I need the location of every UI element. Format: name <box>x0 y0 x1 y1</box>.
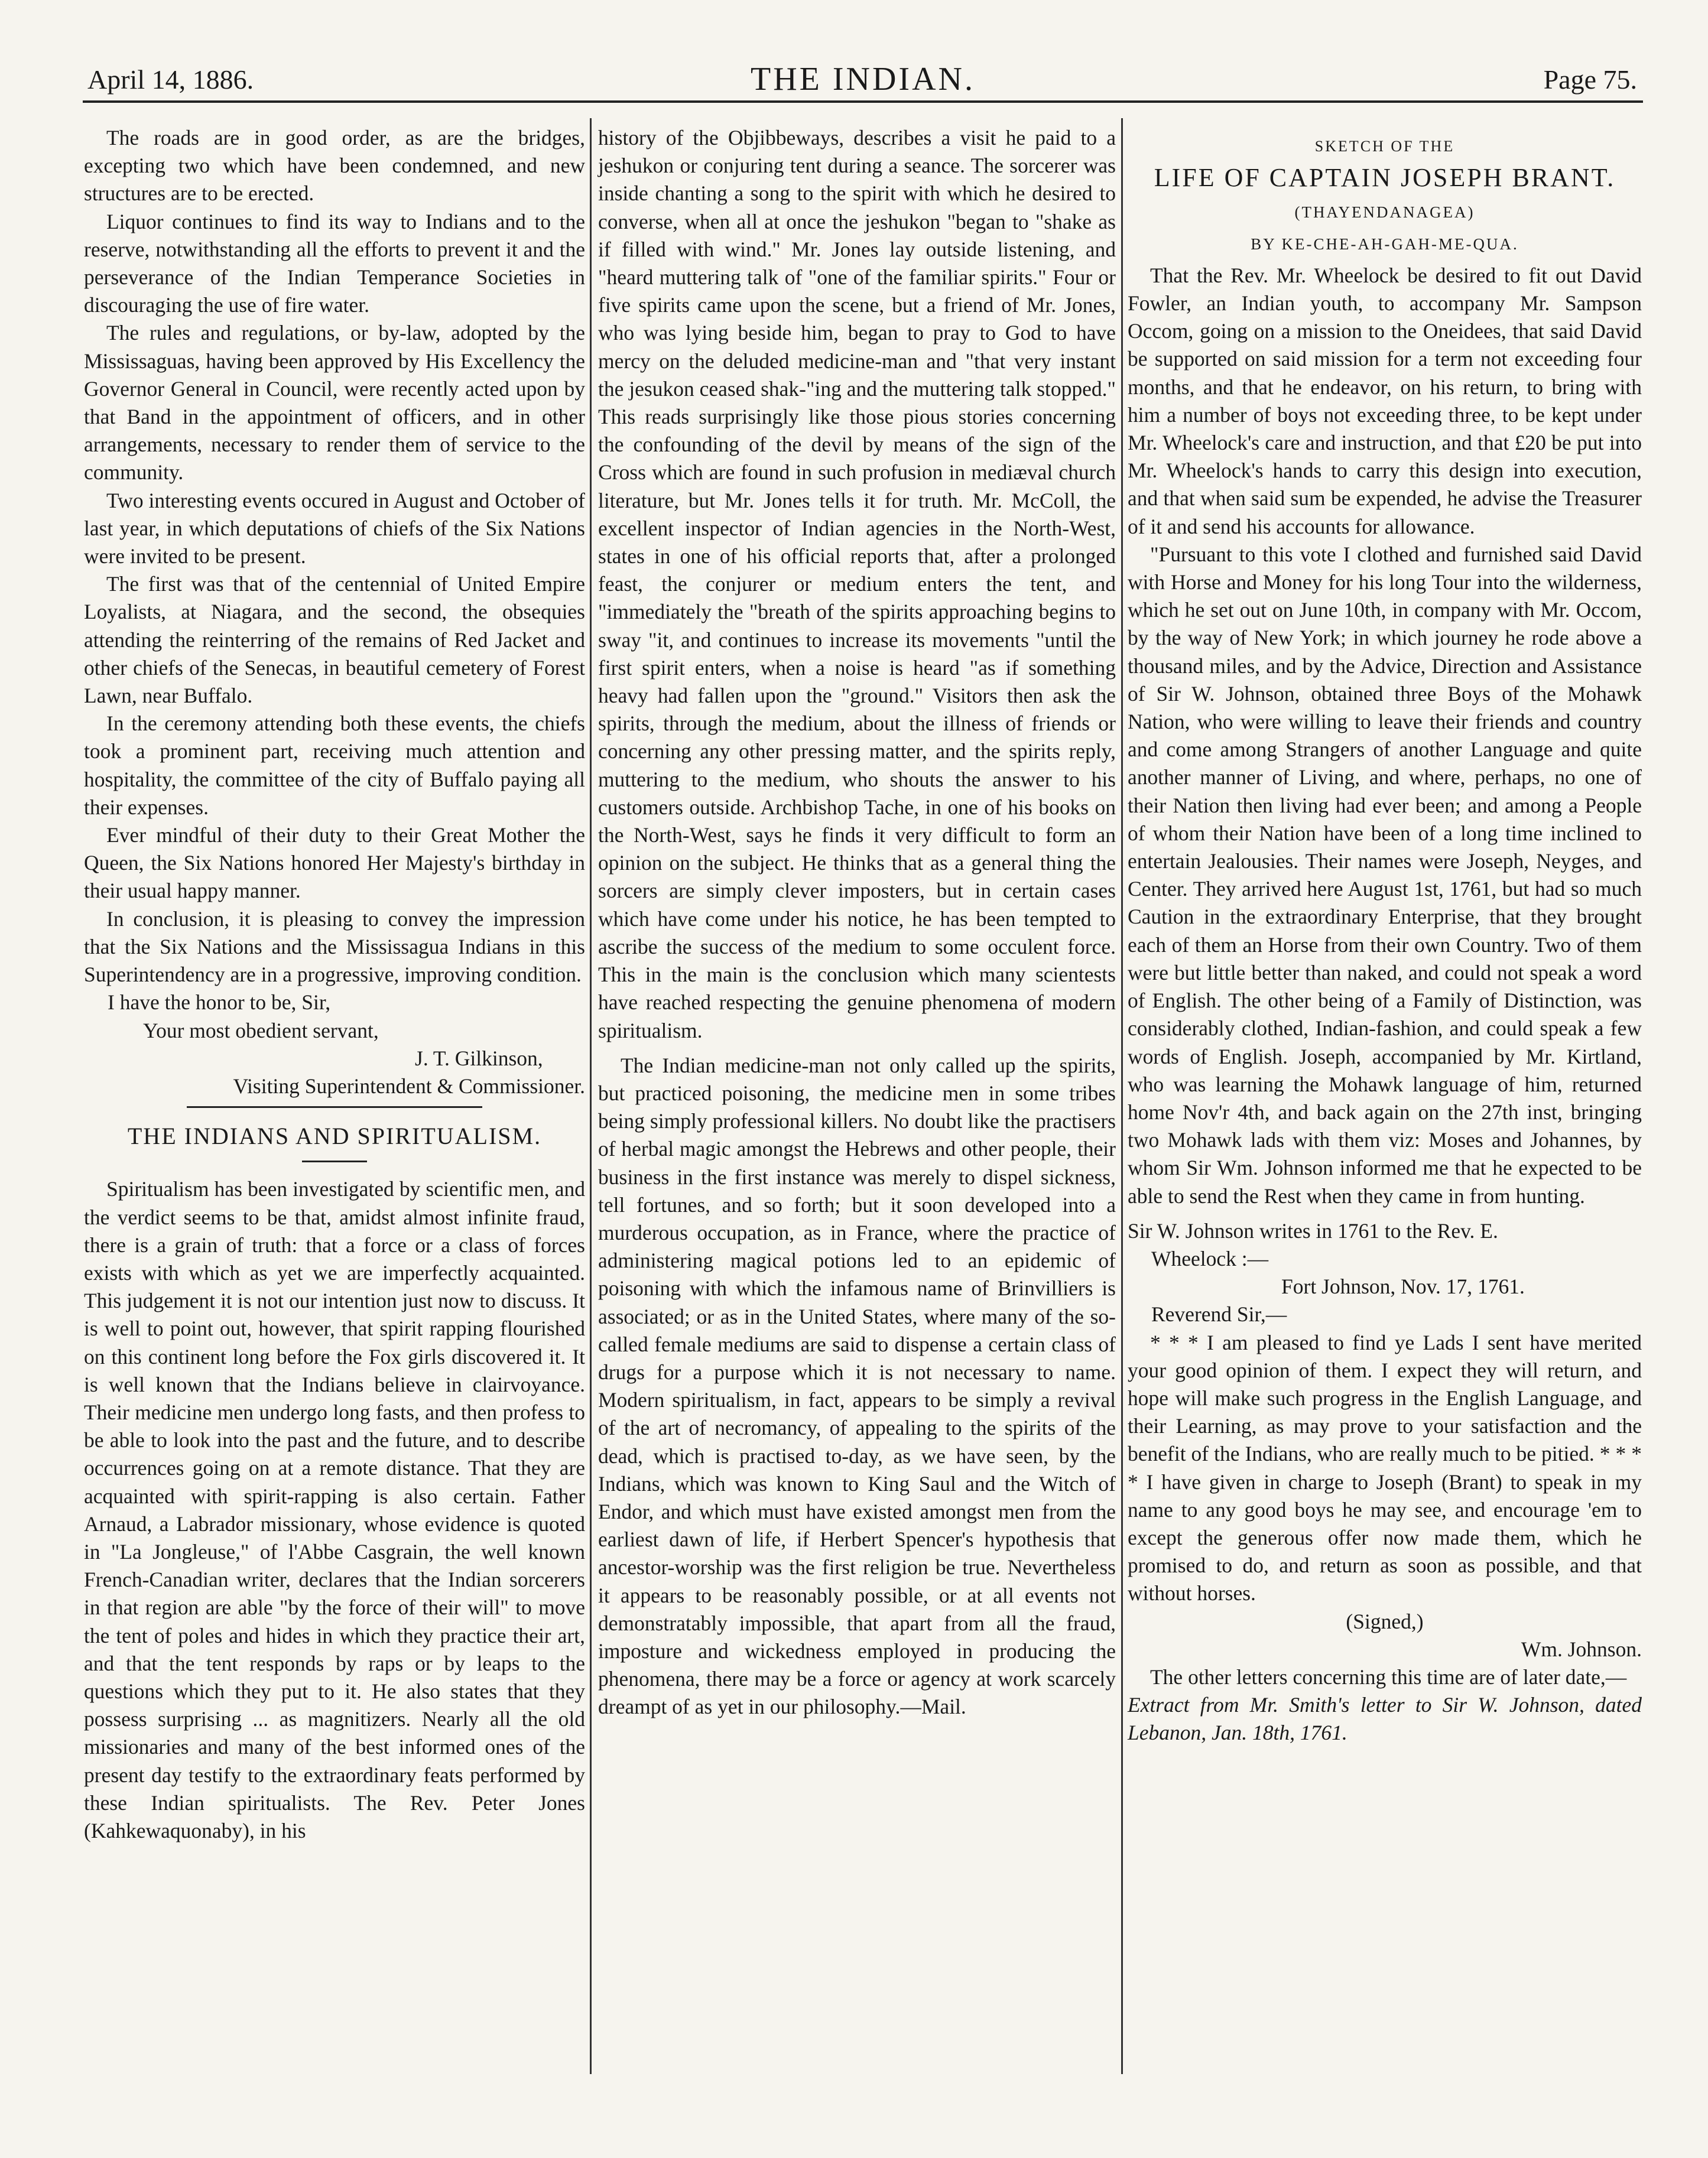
dateline: Fort Johnson, Nov. 17, 1761. <box>1281 1275 1525 1299</box>
column-1 <box>84 124 585 1845</box>
column-divider <box>1121 118 1123 2074</box>
paragraph: The Indian medicine-man not only called up the spirits, but practiced poisoning, the medicine men in some tribes being simply professional killers. No doubt like the practisers of herbal magic amongst the Hebrews and other people, their business in the first instance was merely to dispel sickness, tell fortunes, and so forth; but it soon developed into a murderous occupation, as in France, where the practice of administering magical potions led to an epidemic of poisoning with which the infamous name of Brinvilliers is associated; or as in the United States, where many of the so-called female mediums are said to dispense a certain class of drugs for a purpose which it is not necessary to name. Modern spiritualism, in fact, appears to be simply a revival of the art of necromancy, of appealing to the spirits of the dead, which is practised to-day, as we have seen, by the Indians, which was known to King Saul and the Witch of Endor, and which must have existed amongst men from the earliest dawn of life, if Herbert Spencer's hypothesis that ancestor-worship was the first religion be true. Nevertheless it appears to be reasonably possible, or at all events not demonstratably impossible, that apart from all the fraud, imposture and wickedness employed in producing the phenomena, there may be a force or agency at work scarcely dreampt of as yet in our philosophy.—Mail. <box>598 1053 1116 1719</box>
paragraph: The other letters concerning this time are of later date,— <box>1150 1665 1627 1689</box>
column-2 <box>598 124 1116 1721</box>
newspaper-title: THE INDIAN. <box>751 61 975 98</box>
article-subtitle: (THAYENDANAGEA) <box>1294 203 1475 222</box>
signature: J. T. Gilkinson, <box>415 1046 543 1070</box>
page-number: Page 75. <box>1543 64 1637 95</box>
paragraph: Two interesting events occured in August and October of last year, in which deputations of chiefs of the Six Nations were invited to be present. <box>84 488 585 568</box>
article-title: LIFE OF CAPTAIN JOSEPH BRANT. <box>1154 163 1616 193</box>
paragraph: In the ceremony attending both these events, the chiefs took a prominent part, receiving much attention and hospitality, the committee of the city of Buffalo paying all their expenses. <box>84 711 585 819</box>
paragraph: The rules and regulations, or by-law, adopted by the Mississaguas, having been approved by His Excellency the Governor General in Council, were recently acted upon by that Band in the appointment of officers, and in other arrangements, necessary to render them of service to the community. <box>84 321 585 485</box>
paragraph: The roads are in good order, as are the bridges, excepting two which have been condemned, and new structures are to be erected. <box>84 126 585 206</box>
section-rule <box>187 1106 482 1108</box>
byline: BY KE-CHE-AH-GAH-ME-QUA. <box>1251 235 1519 253</box>
paragraph: Liquor continues to find its way to Indians and to the reserve, notwithstanding all the efforts to prevent it and the perseverance of the Indian Temperance Societies in discouraging the use of fire water. <box>84 209 585 317</box>
salutation: Reverend Sir,— <box>1151 1302 1287 1327</box>
section-rule <box>302 1161 367 1162</box>
signature-title: Visiting Superintendent & Commissioner. <box>233 1074 585 1098</box>
column-divider <box>590 118 592 2074</box>
signed-label: (Signed,) <box>1346 1609 1424 1633</box>
letter-closing: Your most obedient servant, <box>143 1018 379 1042</box>
paragraph: Ever mindful of their duty to their Great Mother the Queen, the Six Nations honored Her Majesty's birthday in their usual happy manner. <box>84 823 585 903</box>
paragraph: That the Rev. Mr. Wheelock be desired to fit out David Fowler, an Indian youth, to accompany Mr. Sampson Occom, going on a mission to the Oneidees, that said David be supported on said mission for a term not exceeding four months, and that he endeavor, on his return, to bring with him a number of boys not exceeding three, to be kept under Mr. Wheelock's care and instruction, and that £20 be put into Mr. Wheelock's hands to carry this design into execution, and that when said sum be expended, he advise the Treasurer of it and send his accounts for allowance. <box>1128 263 1642 538</box>
signer: Wm. Johnson. <box>1521 1637 1642 1661</box>
issue-date: April 14, 1886. <box>87 64 254 95</box>
paragraph: In conclusion, it is pleasing to convey the impression that the Six Nations and the Mississagua Indians in this Superintendency are in a progressive, improving condition. <box>84 906 585 987</box>
article-kicker: SKETCH OF THE <box>1314 138 1455 155</box>
paragraph: Spiritualism has been investigated by scientific men, and the verdict seems to be that, amidst almost infinite fraud, there is a grain of truth: that a force or a class of forces exists with which as yet we are imperfectly acquainted. This judgement it is not our intention just now to discuss. It is well to point out, however, that spirit rapping flourished on this continent long before the Fox girls discovered it. It is well known that the Indians believe in clairvoyance. Their medicine men undergo long fasts, and then profess to be able to look into the past and the future, and to describe occurrences going on at a remote distance. That they are acquainted with spirit-rapping is also certain. Father Arnaud, a Labrador missionary, whose evidence is quoted in "La Jongleuse," of l'Abbe Casgrain, the well known French-Canadian writer, declares that the Indian sorcerers in that region are able "by the force of their will" to move the tent of poles and hides in which they practice their art, and that the tent responds by raps or by leaps to the questions which they put to it. He also states that they possess surprising ... as magnitizers. Nearly all the old missionaries and many of the best informed ones of the present day testify to the extraordinary feats performed by these Indian spiritualists. The Rev. Peter Jones (Kahkewaquonaby), in his <box>84 1177 585 1842</box>
masthead <box>83 61 1643 103</box>
letter-intro: Sir W. Johnson writes in 1761 to the Rev. E. <box>1128 1218 1498 1243</box>
paragraph: "Pursuant to this vote I clothed and furnished said David with Horse and Money for his long Tour into the wilderness, which he set out on June 10th, in company with Mr. Occom, by the way of New York; in which journey he rode above a thousand miles, and by the Advice, Direction and Assistance of Sir W. Johnson, obtained three Boys of the Mohawk Nation, who were willing to leave their friends and country and come among Strangers of another Language and quite another manner of Living, and where, perhaps, no one of their Nation then living had ever been; and among a People of whom their Nation have been of a long time inclined to entertain Jealousies. Their names were Joseph, Neyges, and Center. They arrived here August 1st, 1761, but had so much Caution in the extraordinary Enterprise, that they brought each of them an Horse from their own Country. Two of them were but little better than naked, and could not speak a word of English. The other being of a Family of Distinction, was considerably clothed, Indian-fashion, and could speak a few words of English. Joseph, accompanied by Mr. Kirtland, who was learning the Mohawk language of him, returned home Nov'r 4th, and back again on the 27th inst, bringing two Mohawk lads with them viz: Moses and Johannes, by whom Sir Wm. Johnson informed me that he expected to be able to send the Rest when they came in from hunting. <box>1128 542 1642 1208</box>
letter-closing: I have the honor to be, Sir, <box>108 990 331 1015</box>
paragraph: The first was that of the centennial of United Empire Loyalists, at Niagara, and the second, the obsequies attending the reinterring of the remains of Red Jacket and other chiefs of the Senecas, in beautiful cemetery of Forest Lawn, near Buffalo. <box>84 572 585 708</box>
article-title: THE INDIANS AND SPIRITUALISM. <box>127 1123 542 1150</box>
paragraph: history of the Objibbeways, describes a visit he paid to a jeshukon or conjuring tent during a seance. The sorcerer was inside chanting a song to the spirit with which he desired to converse, when all at once the jeshukon "began to "shake as if filled with wind." Mr. Jones lay outside listening, and "heard muttering talk of "one of the familiar spirits." Four or five spirits came upon the scene, but a friend of Mr. Jones, who was lying beside him, began to pray to God to have mercy on the deluded medicine-man and "that very instant the jesukon ceased shak-"ing and the muttering talk stopped." This reads surprisingly like those pious stories concerning the confounding of the devil by means of the sign of the Cross which are found in such profusion in mediæval church literature, but Mr. Jones tells it for truth. Mr. McColl, the excellent inspector of Indian agencies in the North-West, states in one of his official reports that, after a prolonged feast, the conjurer or medium enters the tent, and "immediately the "breath of the spirits approaching begins to sway "it, and continues to increase its movements "until the first spirit enters, when a noise is heard "as if something heavy had fallen upon the "ground." Visitors then ask the spirits, through the medium, about the illness of friends or concerning any other pressing matter, and the spirits reply, muttering to the medium, who shouts the answer to his customers outside. Archbishop Tache, in one of his books on the North-West, says he finds it very difficult to form an opinion on the subject. He thinks that as a general thing the sorcers are simply clever imposters, but in certain cases which have come under his notice, he has been tempted to ascribe the success of the medium to some occulent force. This in the main is the conclusion which many scientests have reached respecting the genuine phenomena of modern spiritualism. <box>598 126 1116 1042</box>
letter-body: * * * I am pleased to find ye Lads I sent have merited your good opinion of them. I expect they will return, and hope will make such progress in the English Language, and their Learning, as may prove to your satisfaction and the benefit of the Indians, who are really much to be pitied. * * * * I have given in charge to Joseph (Brant) to speak in my name to any good boys he may see, and encourage 'em to except the generous offer now made them, which he promised to do, and return as soon as possible, and that without horses. <box>1128 1330 1642 1606</box>
letter-intro: Wheelock :— <box>1151 1246 1269 1270</box>
extract-heading: Extract from Mr. Smith's letter to Sir W. Johnson, dated Lebanon, Jan. 18th, 1761. <box>1128 1693 1642 1745</box>
column-3 <box>1128 124 1642 1747</box>
